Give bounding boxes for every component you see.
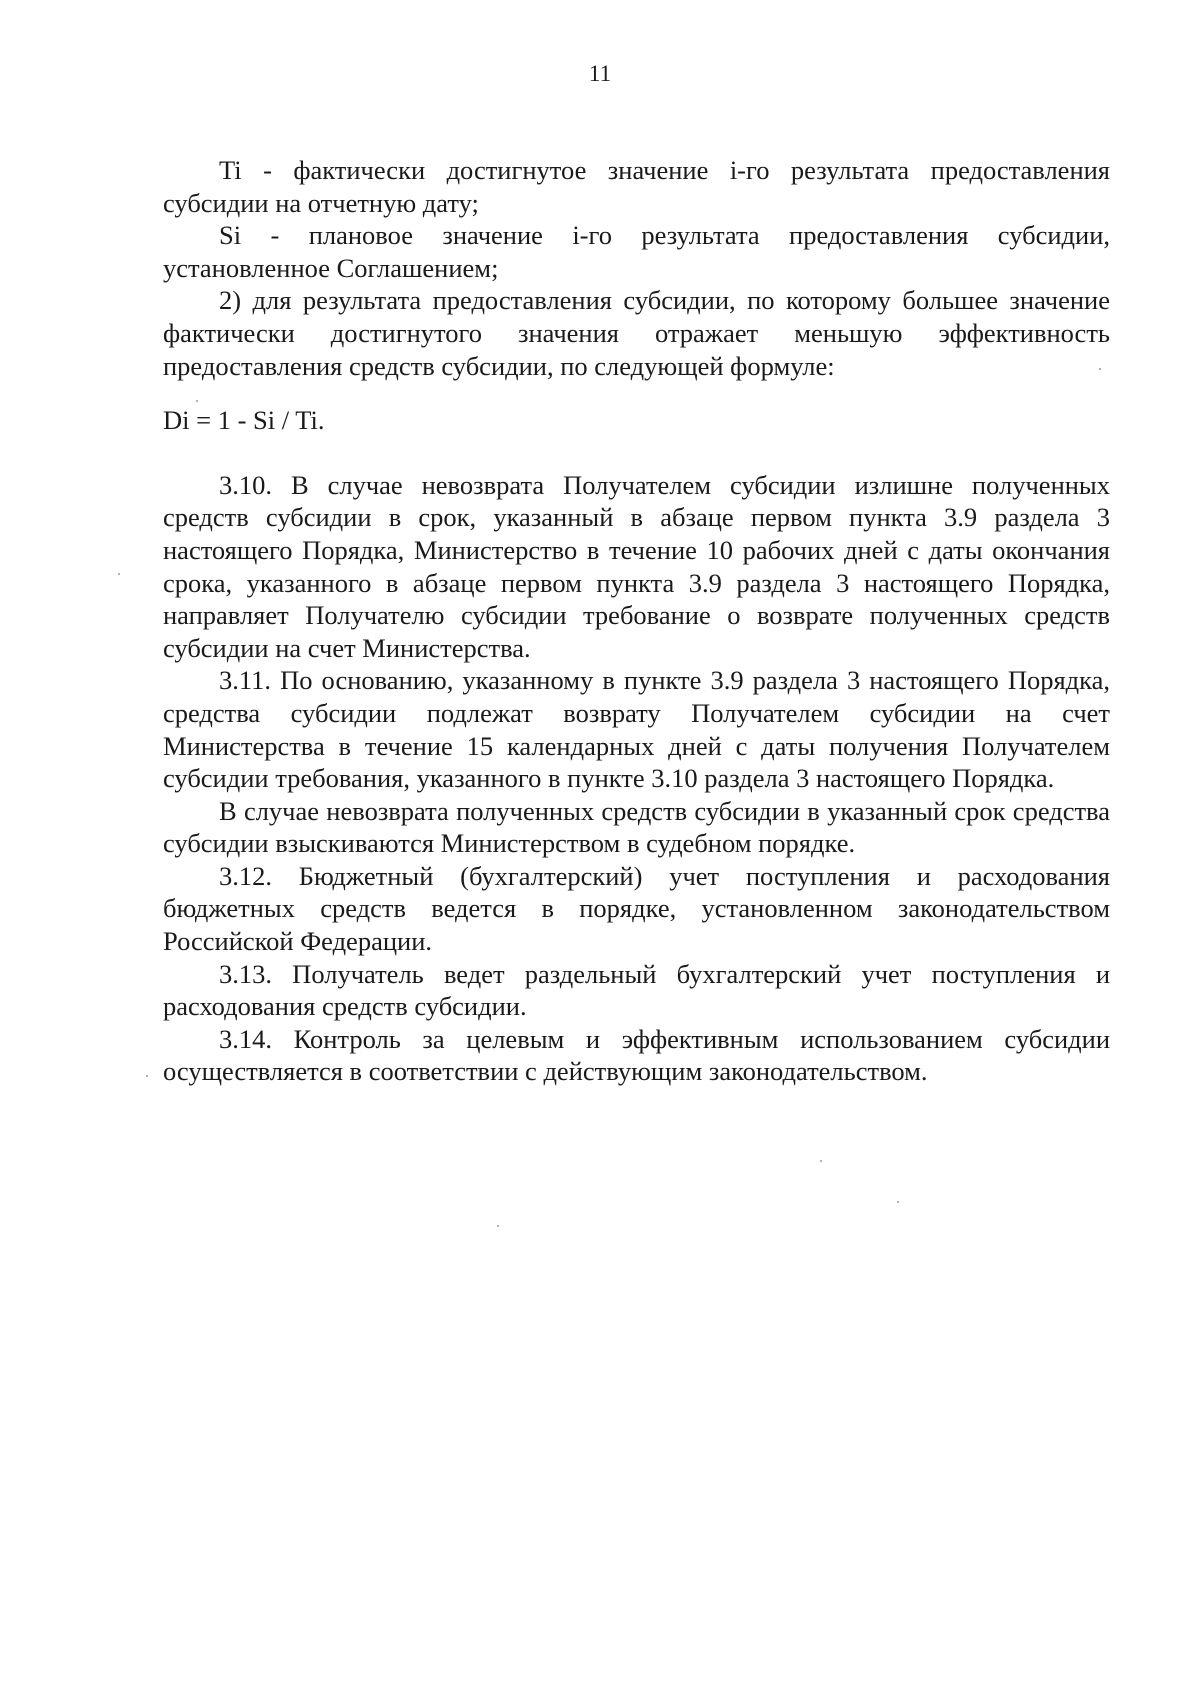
paragraph-3-10: 3.10. В случае невозврата Получателем субсидии излишне полученных средств субсидии в срок, указанный в абзаце первом пункта 3.9 раздела 3 настоящего Порядка, Министерство в течение 10 рабочих дней с даты окончания срока, указанного в абзаце первом пункта 3.9 раздела 3 настоящего Порядка, направляет Получателю субсидии требование о возврате полученных средств субсидии на счет Министерства.	[163, 469, 1110, 663]
scan-speck	[196, 400, 198, 402]
paragraph-ti-definition: Ti - фактически достигнутое значение i-го результата предоставления субсидии на отчетную дату;	[163, 155, 1110, 218]
paragraph-formula-intro: 2) для результата предоставления субсидии, по которому большее значение фактически достигнутого значения отражает меньшую эффективность предоставления средств субсидии, по следующей формуле:	[163, 285, 1110, 381]
scan-speck	[820, 1160, 822, 1162]
scan-speck	[146, 1075, 148, 1077]
page-number: 11	[588, 61, 612, 86]
paragraph-3-14: 3.14. Контроль за целевым и эффективным использованием субсидии осуществляется в соответствии с действующим законодательством.	[163, 1023, 1110, 1087]
paragraph-si-definition: Si - плановое значение i-го результата предоставления субсидии, установленное Соглашением;	[163, 220, 1110, 283]
scan-speck	[1099, 368, 1101, 370]
paragraph-3-13: 3.13. Получатель ведет раздельный бухгалтерский учет поступления и расходования средств субсидии.	[163, 958, 1110, 1022]
paragraph-3-12: 3.12. Бюджетный (бухгалтерский) учет поступления и расходования бюджетных средств ведется в порядке, установленном законодательством Российской Федерации.	[163, 860, 1110, 957]
document-body	[163, 154, 1110, 1088]
scan-speck	[497, 1225, 499, 1227]
paragraph-3-11: 3.11. По основанию, указанному в пункте 3.9 раздела 3 настоящего Порядка, средства субсидии подлежат возврату Получателем субсидии на счет Министерства в течение 15 календарных дней с даты получения Получателем субсидии требования, указанного в пункте 3.10 раздела 3 настоящего Порядка.	[163, 665, 1110, 794]
paragraph-3-11-continuation: В случае невозврата полученных средств субсидии в указанный срок средства субсидии взыскиваются Министерством в судебном порядке.	[163, 795, 1110, 859]
formula-di: Di = 1 - Si / Ti.	[163, 405, 325, 436]
scan-speck	[897, 1201, 899, 1203]
scan-speck	[118, 573, 120, 575]
